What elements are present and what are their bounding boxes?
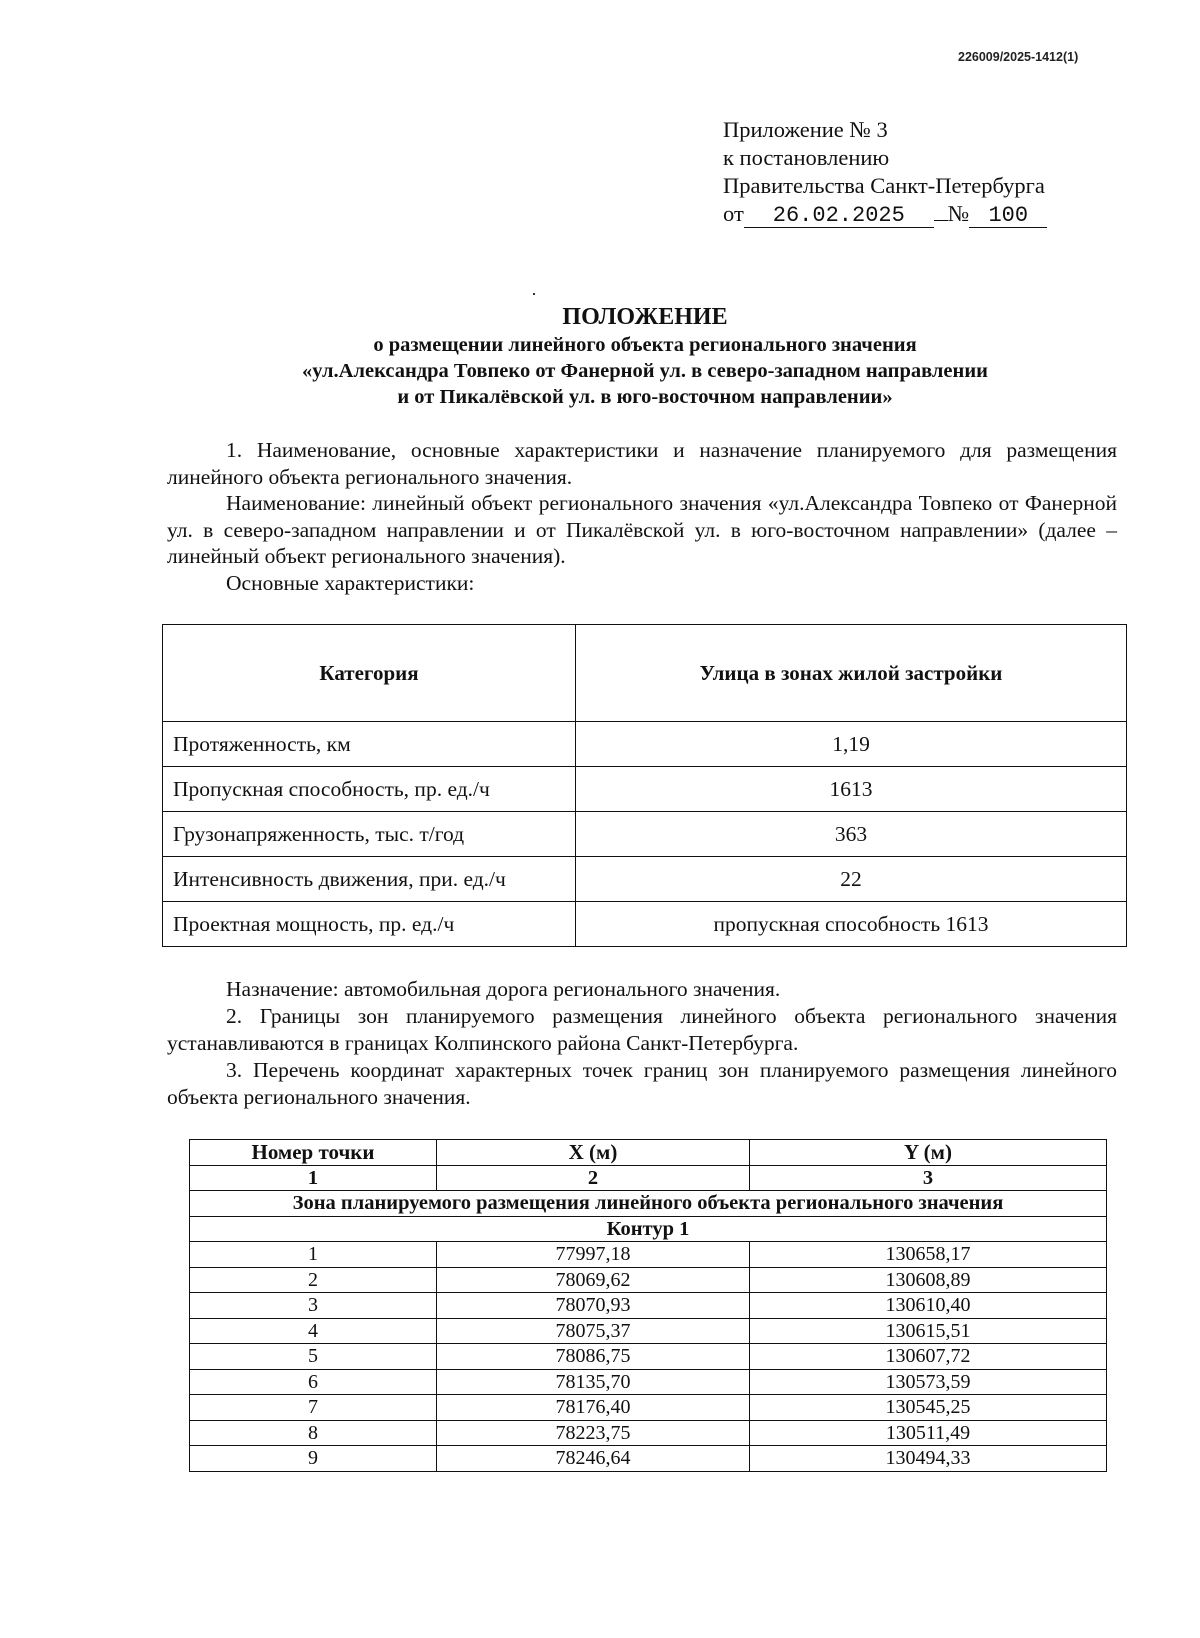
table-row [190,1242,1107,1268]
appendix-block [723,116,1047,228]
point-number: 3 [190,1293,437,1319]
point-number: 4 [190,1318,437,1344]
characteristic-name: Интенсивность движения, при. ед./ч [163,857,576,902]
x-coordinate: 78070,93 [437,1293,750,1319]
header-point-number: Номер точки [190,1140,437,1166]
section1-paragraph: 1. Наименование, основные характеристики и назначение планируемого для размещения линейного объекта регионального значения. [167,438,1117,489]
y-coordinate: 130511,49 [750,1420,1107,1446]
column-number: 2 [437,1165,750,1191]
y-coordinate: 130615,51 [750,1318,1107,1344]
characteristics-label: Основные характеристики: [226,571,475,595]
table-row [190,1293,1107,1319]
header-y: Y (м) [750,1140,1107,1166]
characteristic-value: 363 [576,812,1127,857]
purpose-paragraph: Назначение: автомобильная дорога регионального значения. [226,977,781,1001]
characteristic-value: 1613 [576,767,1127,812]
column-number: 1 [190,1165,437,1191]
table-row [163,722,1127,767]
y-coordinate: 130608,89 [750,1267,1107,1293]
x-coordinate: 78176,40 [437,1395,750,1421]
x-coordinate: 78135,70 [437,1369,750,1395]
title-line-2: «ул.Александра Товпеко от Фанерной ул. в северо-западном направлении [302,360,988,382]
table-row [190,1395,1107,1421]
x-coordinate: 78223,75 [437,1420,750,1446]
decree-number: 100 [969,205,1047,228]
name-paragraph: Наименование: линейный объект регионального значения «ул.Александра Товпеко от Фанерной ул. в северо-западном направлении и от Пикалёвской ул. в юго-восточном направлении» (далее – линейный объект регионального значения). [167,491,1117,568]
table-row [190,1369,1107,1395]
title-line-1: о размещении линейного объекта регионального значения [373,334,917,356]
point-number: 1 [190,1242,437,1268]
appendix-date-line [723,200,1047,228]
point-number: 6 [190,1369,437,1395]
appendix-line-2: к постановлению [723,145,890,170]
appendix-line-3: Правительства Санкт-Петербурга [723,173,1045,198]
x-coordinate: 78086,75 [437,1344,750,1370]
table-header-row [163,625,1127,722]
decree-date: 26.02.2025 [744,205,934,228]
characteristics-table [162,624,1127,947]
y-coordinate: 130573,59 [750,1369,1107,1395]
zone-title: Зона планируемого размещения линейного объекта регионального значения [190,1191,1107,1217]
y-coordinate: 130545,25 [750,1395,1107,1421]
document-title: ПОЛОЖЕНИЕ [562,304,728,330]
y-coordinate: 130658,17 [750,1242,1107,1268]
zone-title-row [190,1191,1107,1217]
column-number: 3 [750,1165,1107,1191]
characteristic-name: Грузонапряженность, тыс. т/год [163,812,576,857]
point-number: 5 [190,1344,437,1370]
coordinates-table [189,1139,1107,1472]
characteristic-value: пропускная способность 1613 [576,902,1127,947]
y-coordinate: 130494,33 [750,1446,1107,1472]
document-id: 226009/2025-1412(1) [958,50,1079,64]
characteristic-name: Пропускная способность, пр. ед./ч [163,767,576,812]
table-row [163,767,1127,812]
point-number: 7 [190,1395,437,1421]
y-coordinate: 130610,40 [750,1293,1107,1319]
number-prefix: № [947,201,970,226]
contour-title: Контур 1 [190,1216,1107,1242]
table-row [163,857,1127,902]
x-coordinate: 77997,18 [437,1242,750,1268]
header-category: Категория [163,625,576,722]
table-header-row [190,1140,1107,1166]
date-prefix: от [723,201,744,226]
table-row [190,1267,1107,1293]
title-block [160,302,1130,410]
column-number-row [190,1165,1107,1191]
x-coordinate: 78069,62 [437,1267,750,1293]
contour-title-row [190,1216,1107,1242]
header-x: X (м) [437,1140,750,1166]
table-row [190,1318,1107,1344]
table-row [190,1420,1107,1446]
table-row [190,1344,1107,1370]
appendix-number: Приложение № 3 [723,117,888,142]
characteristic-name: Проектная мощность, пр. ед./ч [163,902,576,947]
characteristic-name: Протяженность, км [163,722,576,767]
point-number: 2 [190,1267,437,1293]
title-line-3: и от Пикалёвской ул. в юго-восточном направлении» [397,386,893,408]
table-row [163,812,1127,857]
point-number: 9 [190,1446,437,1472]
table-row [163,902,1127,947]
header-street-type: Улица в зонах жилой застройки [576,625,1127,722]
characteristic-value: 22 [576,857,1127,902]
characteristic-value: 1,19 [576,722,1127,767]
section3-paragraph: 3. Перечень координат характерных точек границ зон планируемого размещения линейного объекта регионального значения. [167,1058,1117,1109]
scan-speck [533,293,535,295]
y-coordinate: 130607,72 [750,1344,1107,1370]
x-coordinate: 78246,64 [437,1446,750,1472]
x-coordinate: 78075,37 [437,1318,750,1344]
section2-paragraph: 2. Границы зон планируемого размещения линейного объекта регионального значения устанавливаются в границах Колпинского района Санкт-Петербурга. [167,1004,1117,1055]
table-row [190,1446,1107,1472]
point-number: 8 [190,1420,437,1446]
